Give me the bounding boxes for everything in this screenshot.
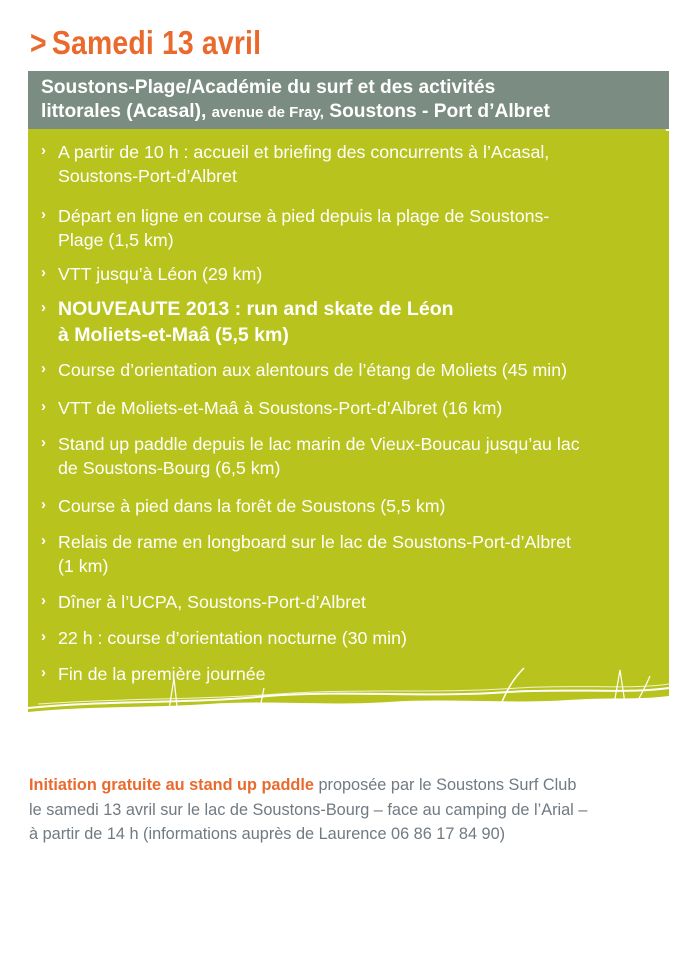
program-item-line: Stand up paddle depuis le lac marin de Vieux-Boucau jusqu’au lac [58, 434, 580, 454]
program-item-text [58, 530, 669, 578]
venue-town: Soustons - Port d’Albret [329, 101, 550, 122]
program-item-line: Course d’orientation aux alentours de l’étang de Moliets (45 min) [58, 360, 568, 380]
bullet-icon: › [41, 142, 46, 159]
program-item-line: (1 km) [58, 556, 109, 576]
bullet-icon: › [41, 360, 46, 377]
bullet-icon: › [41, 398, 46, 415]
program-item [41, 296, 669, 348]
program-panel [28, 71, 669, 736]
bullet-icon: › [41, 664, 46, 681]
program-item-line: Relais de rame en longboard sur le lac de Soustons-Port-d’Albret [58, 532, 571, 552]
bullet-icon: › [41, 628, 46, 645]
program-item [41, 204, 669, 252]
program-item [41, 530, 669, 578]
page-title [30, 24, 261, 62]
venue-line-2 [41, 100, 669, 125]
program-item [41, 262, 669, 286]
program-item [41, 590, 669, 614]
note-line-1-rest: proposée par le Soustons Surf Club [318, 776, 577, 794]
bullet-icon: › [41, 299, 46, 316]
program-item-text [58, 626, 669, 650]
program-item-text [58, 296, 669, 348]
note-line-2: le samedi 13 avril sur le lac de Soustons-Bourg – face au camping de l’Arial – [29, 800, 588, 819]
bullet-icon: › [41, 496, 46, 513]
program-item-text [58, 432, 669, 480]
bullet-icon: › [41, 532, 46, 549]
program-item-text [58, 494, 669, 518]
note-lead: Initiation gratuite au stand up paddle [29, 776, 314, 794]
program-item-line: de Soustons-Bourg (6,5 km) [58, 458, 281, 478]
program-item-line: Dîner à l’UCPA, Soustons-Port-d’Albret [58, 592, 366, 612]
program-item-line: Course à pied dans la forêt de Soustons (5,5 km) [58, 496, 446, 516]
program-item-line: à Moliets-et-Maâ (5,5 km) [58, 324, 289, 346]
program-item-line: Départ en ligne en course à pied depuis la plage de Soustons- [58, 206, 550, 226]
program-item-line: Plage (1,5 km) [58, 230, 174, 250]
program-item [41, 626, 669, 650]
venue-street: avenue de Fray, [211, 104, 324, 121]
program-list [28, 71, 669, 736]
program-item [41, 494, 669, 518]
program-item-line: NOUVEAUTE 2013 : run and skate de Léon [58, 298, 454, 320]
bullet-icon: › [41, 206, 46, 223]
program-item-line: 22 h : course d’orientation nocturne (30 min) [58, 628, 407, 648]
page-title-text: Samedi 13 avril [51, 24, 262, 61]
venue-band [28, 71, 669, 129]
program-item-text [58, 590, 669, 614]
bullet-icon: › [41, 264, 46, 281]
note-line-3: à partir de 14 h (informations auprès de Laurence 06 86 17 84 90) [29, 825, 506, 843]
program-item-text [58, 396, 669, 420]
bullet-icon: › [41, 434, 46, 451]
program-item-text [58, 662, 669, 686]
chevron-right-icon: > [30, 24, 47, 61]
program-item-line: Soustons-Port-d’Albret [58, 166, 237, 186]
program-item [41, 140, 669, 188]
program-item-line: Fin de la première journée [58, 664, 266, 684]
program-item [41, 432, 669, 480]
program-item-text [58, 204, 669, 252]
program-item-text [58, 262, 669, 286]
venue-name-end: littorales (Acasal), [41, 101, 207, 122]
program-item-line: VTT jusqu’à Léon (29 km) [58, 264, 263, 284]
program-item [41, 662, 669, 686]
venue-line-1: Soustons-Plage/Académie du surf et des activités [41, 77, 496, 98]
paddle-initiation-note [29, 773, 669, 847]
bullet-icon: › [41, 592, 46, 609]
note-line-1 [29, 773, 669, 798]
program-item-text [58, 140, 669, 188]
program-item [41, 396, 669, 420]
program-item-text [58, 358, 669, 382]
program-item-line: A partir de 10 h : accueil et briefing des concurrents à l’Acasal, [58, 142, 550, 162]
program-item [41, 358, 669, 382]
program-item-line: VTT de Moliets-et-Maâ à Soustons-Port-d’Albret (16 km) [58, 398, 503, 418]
